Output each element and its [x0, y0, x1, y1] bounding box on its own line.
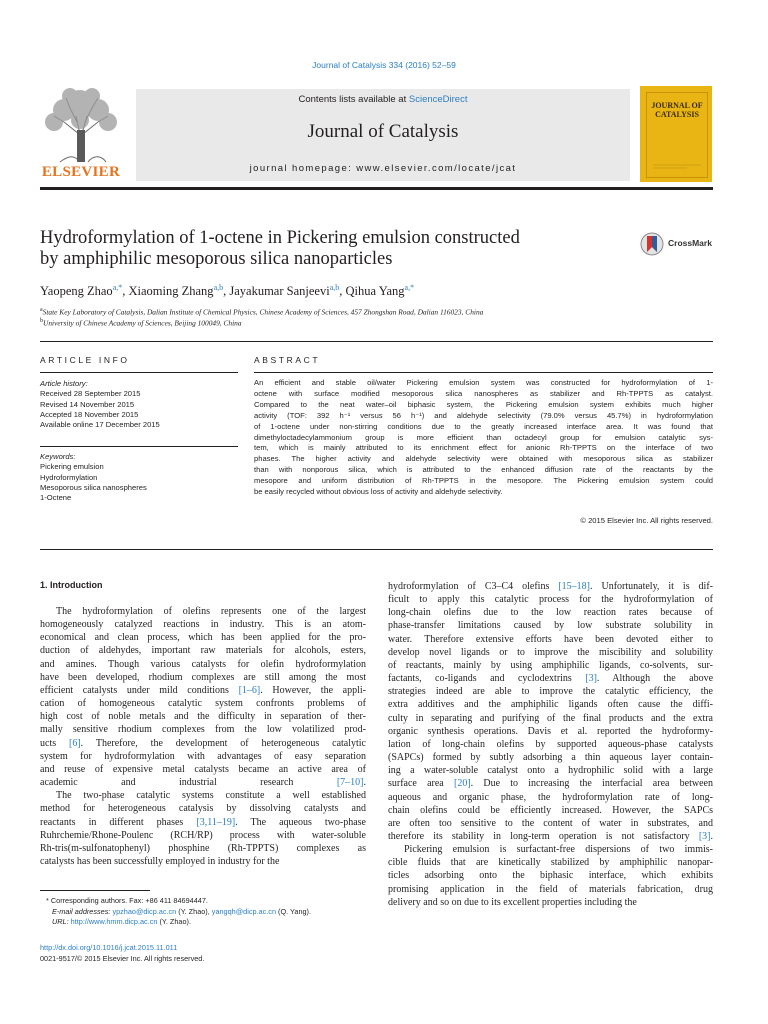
journal-citation[interactable]: Journal of Catalysis 334 (2016) 52–59	[312, 60, 456, 70]
doi-link[interactable]: http://dx.doi.org/10.1016/j.jcat.2015.11.011	[40, 943, 178, 952]
body-text: culty in separating and purifying of the final products and the extra	[388, 712, 713, 724]
citation-link[interactable]: [20]	[453, 778, 471, 790]
body-line	[40, 842, 366, 855]
body-line	[40, 855, 366, 868]
homepage-link[interactable]: http://www.hmm.dicp.ac.cn	[70, 917, 158, 927]
corresponding-note: * Corresponding authors. Fax: +86 411 84694447.	[46, 896, 208, 905]
body-text: surface area	[388, 778, 454, 790]
body-text: organic synthesis operations. Davis et al. reported the hydroformy-	[388, 725, 713, 737]
abstract-copyright: © 2015 Elsevier Inc. All rights reserved.	[580, 516, 713, 525]
section-heading: 1. Introduction	[40, 580, 103, 590]
crossmark-badge[interactable]	[640, 232, 718, 254]
email-line	[40, 907, 370, 918]
keyword: Pickering emulsion	[40, 462, 104, 472]
body-line	[388, 830, 713, 843]
elsevier-tree-icon	[40, 86, 122, 164]
body-text: lation of long-chain olefins by supported aqueous-phase catalysts	[388, 738, 713, 750]
body-line	[388, 685, 713, 698]
body-line	[40, 631, 366, 644]
affiliation-mark: b	[40, 318, 43, 324]
body-line	[40, 684, 366, 697]
body-text: . Therefore, the development of heterogeneous catalytic	[80, 737, 367, 749]
author-affiliation-mark[interactable]: a,*	[112, 283, 123, 292]
body-text: Pickering emulsion is surfactant-free dispersions of two immis-	[404, 844, 713, 856]
history-item: Revised 14 November 2015	[40, 399, 135, 409]
affiliation	[40, 318, 720, 327]
body-line	[388, 725, 713, 738]
email-label: E-mail addresses:	[52, 906, 113, 916]
abstract-heading: ABSTRACT	[254, 355, 321, 365]
article-history	[40, 379, 240, 430]
body-text: Rh-tris(m-sulfonatophenyl) phosphine (Rh-TPPTS) complexes as	[40, 842, 366, 854]
cover-title-line-1: JOURNAL OF	[651, 101, 703, 110]
email-owner: (Y. Zhao),	[176, 906, 212, 916]
body-text: have been developed, rhodium complexes are still among the most	[40, 671, 366, 683]
body-line	[388, 869, 713, 882]
homepage-prefix: journal homepage:	[249, 163, 357, 174]
paper-title-line-1: Hydroformylation of 1-octene in Pickering emulsion constructed	[40, 228, 520, 248]
body-line	[388, 817, 713, 830]
body-line	[388, 751, 713, 764]
body-text: and reuse of expensive metal catalysts became an active area of	[40, 763, 366, 775]
journal-title: Journal of Catalysis	[307, 121, 459, 142]
body-text: The two-phase catalytic systems constitute a well established	[56, 790, 366, 802]
body-text: homogeneously catalyzed reactions in industry. This is an atom-	[40, 619, 366, 631]
body-text: academic and industrial research	[40, 777, 337, 789]
body-line	[40, 776, 366, 789]
body-text: ficult to apply this catalytic process for the hydroformylation of	[388, 594, 713, 606]
author-name[interactable]: Jayakumar Sanjeevi	[229, 284, 330, 299]
body-text: promising application in the field of materials fabrication, drug	[388, 883, 713, 895]
citation-link[interactable]: [3,11–19]	[196, 816, 236, 828]
body-text: reactants in different phases	[40, 816, 197, 828]
body-text: mally sensitive rhodium complexes from the low volatilized prod-	[40, 724, 366, 736]
body-text: water. Therefore extensive efforts have been devoted either to	[388, 633, 713, 645]
abstract-body	[254, 378, 713, 498]
body-text: .	[710, 830, 713, 842]
body-text: Ruhrchemie/Rhone-Poulenc (RCH/RP) process with water-soluble	[40, 829, 366, 841]
citation-link[interactable]: [1–6]	[238, 684, 261, 696]
body-line	[40, 763, 366, 776]
body-text: hydroformylation of C3–C4 olefins	[388, 581, 559, 592]
body-line	[40, 671, 366, 684]
elsevier-wordmark: ELSEVIER	[41, 164, 121, 180]
journal-banner	[136, 89, 630, 181]
abstract-line: An efficient and stable oil/water Pickering emulsion system was constructed for hydroformylation of 1-	[254, 378, 713, 387]
body-column-right	[388, 580, 713, 909]
affiliation	[40, 307, 720, 316]
body-text: develop novel ligands or to improve the miscibility and solubility	[388, 646, 713, 658]
body-line	[388, 856, 713, 869]
body-column-left	[40, 605, 366, 868]
crossmark-icon	[640, 232, 664, 256]
body-text: high cost of noble metals and the difficulty in separation of ther-	[40, 711, 366, 723]
body-text: cible fluids that are kinetically stabilized by amphiphilic nanopar-	[388, 857, 713, 869]
body-text: phase-transfer limitations caused by low substrate solubility in	[388, 620, 713, 632]
abstract-line: octene with surface modified mesoporous silica nanospheres as stabilizer and Rh-TPPTS as catalyst.	[254, 388, 713, 398]
cover-title-line-2: CATALYSIS	[655, 110, 699, 119]
body-line	[388, 883, 713, 896]
body-text: catalysts has been successfully employed in industry for the	[40, 855, 280, 867]
url-label: URL:	[52, 917, 71, 927]
abstract-line: of 1-octene under non-stirring conditions due to the greatly increased interface area. It was found that	[254, 421, 713, 431]
page-footer	[40, 942, 370, 964]
author-affiliation-mark[interactable]: a,b	[213, 283, 224, 292]
body-line	[388, 606, 713, 619]
body-line	[40, 829, 366, 842]
body-text: ucts	[40, 737, 69, 749]
citation-link[interactable]: [3]	[698, 830, 711, 842]
body-text: system for hydroformylation with advantages of easy separation	[40, 750, 366, 762]
body-text: therefore its stability in long-term operation is not satisfactory	[388, 830, 699, 842]
body-line	[40, 737, 366, 750]
keywords	[40, 452, 240, 503]
body-line	[388, 738, 713, 751]
sciencedirect-link[interactable]: ScienceDirect	[408, 94, 468, 105]
body-text: are often too sensitive to the content of water in substrates, and	[388, 817, 713, 829]
affiliation-text: University of Chinese Academy of Sciences, Beijing 100049, China	[43, 318, 242, 328]
header-rule	[40, 187, 713, 190]
abstract-line: dimethyloctadecylammonium group is more efficient than octadecyl group for emulsion catalytic sys-	[254, 432, 713, 442]
body-line	[40, 789, 366, 802]
abstract-line: phases. The higher activity and aldehyde selectivity were obtained with mesoporous silica as stabilizer	[254, 454, 713, 464]
paper-title	[40, 228, 600, 270]
history-item: Accepted 18 November 2015	[40, 409, 139, 419]
keyword: Mesoporous silica nanospheres	[40, 482, 147, 492]
author-list: Yaopeng Zhao$^{a,*}$, Xiaoming Zhang$^{a,b}$, Jayakumar Sanjeevi$^{a,b}$, Qihua Yang$^{a,*}$	[40, 283, 415, 299]
citation-link[interactable]: [6]	[69, 737, 81, 749]
body-text: . The aqueous two-phase	[235, 816, 366, 828]
elsevier-logo	[40, 86, 122, 184]
affiliation-text: State Key Laboratory of Catalysis, Dalian Institute of Chemical Physics, Chinese Academy of Sciences, 457 Zhongshan Road, Dalian 116023, China	[42, 307, 484, 317]
body-text: factants, co-ligands and cyclodextrins	[388, 673, 586, 685]
body-text: . However, the appli-	[260, 684, 366, 696]
body-line	[40, 723, 366, 736]
body-line	[388, 698, 713, 711]
abstract-line: mesopore and uniform distribution of Rh-TPPTS in the mesopore. The Pickering emulsion system could	[254, 476, 713, 486]
body-text: extra additives and the amphiphilic ligands often cause the diffi-	[388, 699, 713, 711]
body-line	[40, 802, 366, 815]
history-item: Received 28 September 2015	[40, 389, 141, 399]
body-text: . Although the above	[596, 673, 714, 685]
body-line	[40, 618, 366, 631]
body-line	[388, 896, 713, 909]
body-text: and amines. Though various catalysts for olefin hydroformylation	[40, 658, 366, 670]
body-text: ticles adsorbing onto the biphasic interface, which exhibits	[388, 870, 713, 882]
body-text: The hydroformylation of olefins represents one of the largest	[56, 606, 366, 617]
body-line	[388, 764, 713, 777]
affiliation-rule	[40, 341, 713, 342]
abstract-line: be easily recycled without obvious loss of activity and aldehyde selectivity.	[254, 487, 503, 497]
email-link[interactable]: ypzhao@dicp.ac.cn	[112, 906, 177, 916]
history-item: Available online 17 December 2015	[40, 420, 160, 430]
body-text: (SAPCs) formed by subtly adsorbing a thin aqueous layer contain-	[388, 752, 713, 764]
citation-link[interactable]: [15–18]	[558, 581, 590, 592]
article-info-rule	[40, 372, 238, 373]
body-text: duction of aldehydes, important raw materials for alcohols, esters,	[40, 645, 366, 657]
body-line	[388, 580, 713, 593]
url-line	[40, 917, 370, 928]
body-text: .	[363, 777, 366, 789]
url-owner: (Y. Zhao).	[157, 917, 191, 927]
author-affiliation-mark[interactable]: a,b	[329, 283, 340, 292]
contents-prefix: Contents lists available at	[298, 94, 409, 105]
body-line	[40, 816, 366, 829]
body-line	[388, 633, 713, 646]
homepage-url[interactable]: www.elsevier.com/locate/jcat	[356, 163, 517, 174]
email-link[interactable]: yangqh@dicp.ac.cn	[211, 906, 276, 916]
body-text: economical and clean process, which has been applied for the pro-	[40, 632, 366, 644]
body-line	[40, 710, 366, 723]
article-info-heading: ARTICLE INFO	[40, 355, 130, 365]
author-name[interactable]: Yaopeng Zhao	[40, 284, 113, 299]
footnote-rule	[40, 890, 150, 891]
body-text: method for heterogeneous catalysis by dissolving catalysts and	[40, 803, 366, 815]
body-text: aqueous and organic phase, the hydroformylation rate of long-	[388, 791, 713, 803]
body-text: delivery and so on due to its excellent properties including the	[388, 896, 637, 908]
body-line	[388, 843, 713, 856]
abstract-line: than with nonporous silica, which is attributed to the enhanced diffusion rate of the reactants by the	[254, 465, 713, 475]
body-line	[388, 804, 713, 817]
crossmark-label: CrossMark	[668, 238, 712, 248]
abstract-rule	[254, 372, 713, 373]
body-line	[40, 750, 366, 763]
body-line	[388, 593, 713, 606]
body-text: strategies indeed are able to improve the catalytic efficiency, the	[388, 686, 713, 698]
keyword: Hydroformylation	[40, 472, 98, 482]
history-label: Article history:	[40, 379, 88, 388]
body-text: cation of homogeneous catalytic system confronts problems of	[40, 698, 366, 710]
body-line	[388, 791, 713, 804]
email-owner: (Q. Yang).	[276, 906, 312, 916]
body-line	[388, 646, 713, 659]
author-name[interactable]: Xiaoming Zhang	[128, 284, 214, 299]
abstract-line: activity (TOF: 392 h⁻¹ versus 56 h⁻¹) and aldehyde selectivity (79.0% versus 45.7%) in hydroformylation	[254, 410, 713, 420]
body-line	[40, 658, 366, 671]
body-line	[388, 712, 713, 725]
body-text: ing a water-soluble catalyst onto a hydrophilic solid with a large	[388, 765, 713, 777]
body-line	[40, 644, 366, 657]
footnote	[40, 896, 370, 928]
cover-decoration	[647, 117, 707, 177]
abstract-rule-bottom	[40, 549, 713, 550]
abstract-line: tem, which is mainly attributed to its enrichment effect for anionic Rh-TPPTS on the interface of two	[254, 443, 713, 453]
citation-link[interactable]: [7–10]	[336, 777, 364, 789]
body-line	[388, 777, 713, 790]
abstract-line: Compared to the neat water–oil biphasic system, the Pickering emulsion system exhibits much higher	[254, 399, 713, 409]
keywords-rule	[40, 446, 238, 447]
body-text: chain olefins could be efficiently increased. However, the SAPCs	[388, 804, 713, 816]
body-text: long-chain olefins due to the low reaction rates because of	[388, 607, 713, 619]
body-line	[40, 697, 366, 710]
author-name[interactable]: Qihua Yang	[345, 284, 405, 299]
issn-line: 0021-9517/© 2015 Elsevier Inc. All rights reserved.	[40, 954, 205, 963]
body-line	[388, 619, 713, 632]
body-line	[388, 672, 713, 685]
author-affiliation-mark[interactable]: a,*	[404, 283, 415, 292]
body-line	[40, 605, 366, 618]
citation-link[interactable]: [3]	[585, 673, 597, 685]
keywords-label: Keywords:	[40, 452, 76, 461]
body-text: efficient catalysts under mild conditions	[40, 684, 239, 696]
body-text: . Unfortunately, it is dif-	[590, 581, 713, 592]
affiliation-mark: a	[40, 307, 43, 313]
journal-homepage	[136, 163, 630, 174]
contents-line	[136, 94, 630, 105]
body-text: of reactants, mainly by using amphiphilic ligands, co-solvents, sur-	[388, 659, 713, 671]
journal-cover-thumbnail[interactable]	[640, 86, 712, 182]
keyword: 1-Octene	[40, 493, 72, 503]
body-line	[388, 659, 713, 672]
body-text: . Due to increasing the interfacial area between	[470, 778, 713, 790]
paper-title-line-2: by amphiphilic mesoporous silica nanoparticles	[40, 249, 393, 269]
